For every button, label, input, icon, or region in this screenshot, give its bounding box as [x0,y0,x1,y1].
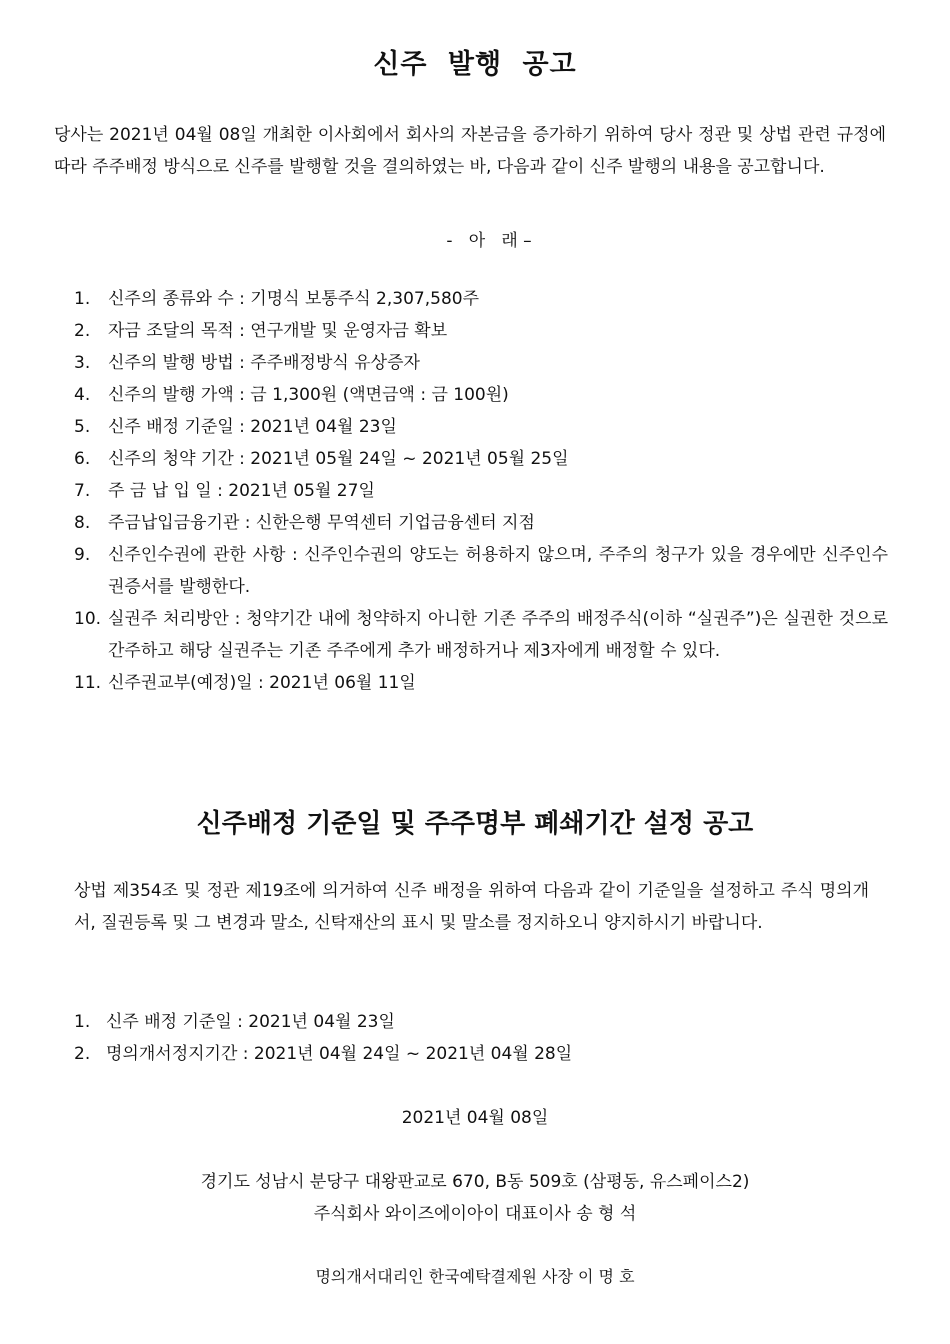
list-item [74,347,888,379]
item-text: 신주인수권에 관한 사항 : 신주인수권의 양도는 허용하지 않으며, 주주의 청구가 있을 경우에만 신주인수권증서를 발행한다. [108,545,888,597]
item-number: 4. [74,385,91,405]
list-item [74,475,888,507]
item-number: 1. [74,289,91,309]
notice-items-list [74,283,888,699]
item-text: 신주의 청약 기간 : 2021년 05월 24일 ~ 2021년 05월 25일 [108,449,569,469]
list-item [74,411,888,443]
company-signature: 주식회사 와이즈에이아이 대표이사 송 형 석 [313,1204,637,1224]
item-number: 2. [74,1044,91,1064]
item-number: 10. [74,609,102,629]
item-text: 실권주 처리방안 : 청약기간 내에 청약하지 아니한 기존 주주의 배정주식(이하 “실권주”)은 실권한 것으로 간주하고 해당 실권주는 기존 주주에게 추가 배정하거나 제3자에게 배정할 수 있다. [108,609,888,661]
item-text: 신주권교부(예정)일 : 2021년 06월 11일 [108,673,416,693]
item-text: 신주 배정 기준일 : 2021년 04월 23일 [106,1012,395,1032]
item-number: 1. [74,1012,91,1032]
second-notice-items-list [74,1006,674,1070]
item-number: 6. [74,449,91,469]
company-address: 경기도 성남시 분당구 대왕판교로 670, B동 509호 (삼평동, 유스페이스2) [200,1172,750,1192]
item-text: 명의개서정지기간 : 2021년 04월 24일 ~ 2021년 04월 28일 [106,1044,573,1064]
list-item [74,539,888,603]
list-item [74,315,888,347]
second-notice-title: 신주배정 기준일 및 주주명부 폐쇄기간 설정 공고 [196,809,754,839]
item-number: 9. [74,545,91,565]
item-number: 5. [74,417,91,437]
list-item [74,667,888,699]
item-number: 2. [74,321,91,341]
notice-title: 신주 발행 공고 [373,49,577,80]
list-item [74,603,888,667]
section-marker: - 아 래 – [446,231,532,251]
second-notice-intro: 상법 제354조 및 정관 제19조에 의거하여 신주 배정을 위하여 다음과 같이 기준일을 설정하고 주식 명의개서, 질권등록 및 그 변경과 말소, 신탁재산의 표시 및 말소를 정지하오니 양지하시기 바랍니다. [74,881,869,933]
item-number: 8. [74,513,91,533]
item-text: 신주의 발행 방법 : 주주배정방식 유상증자 [108,353,420,373]
list-item [74,1038,674,1070]
transfer-agent: 명의개서대리인 한국예탁결제원 사장 이 명 호 [315,1267,635,1286]
item-text: 주 금 납 입 일 : 2021년 05월 27일 [108,481,375,501]
item-text: 신주의 종류와 수 : 기명식 보통주식 2,307,580주 [108,289,479,309]
list-item [74,443,888,475]
item-number: 11. [74,673,102,693]
list-item [74,1006,674,1038]
list-item [74,379,888,411]
list-item [74,283,888,315]
notice-date: 2021년 04월 08일 [401,1108,549,1128]
item-text: 신주의 발행 가액 : 금 1,300원 (액면금액 : 금 100원) [108,385,509,405]
item-text: 주금납입금융기관 : 신한은행 무역센터 기업금융센터 지점 [108,513,535,533]
list-item [74,507,888,539]
item-text: 신주 배정 기준일 : 2021년 04월 23일 [108,417,397,437]
item-text: 자금 조달의 목적 : 연구개발 및 운영자금 확보 [108,321,448,341]
notice-intro: 당사는 2021년 04월 08일 개최한 이사회에서 회사의 자본금을 증가하기 위하여 당사 정관 및 상법 관련 규정에 따라 주주배정 방식으로 신주를 발행할 것을 결의하였는 바, 다음과 같이 신주 발행의 내용을 공고합니다. [54,125,886,177]
item-number: 3. [74,353,91,373]
item-number: 7. [74,481,91,501]
